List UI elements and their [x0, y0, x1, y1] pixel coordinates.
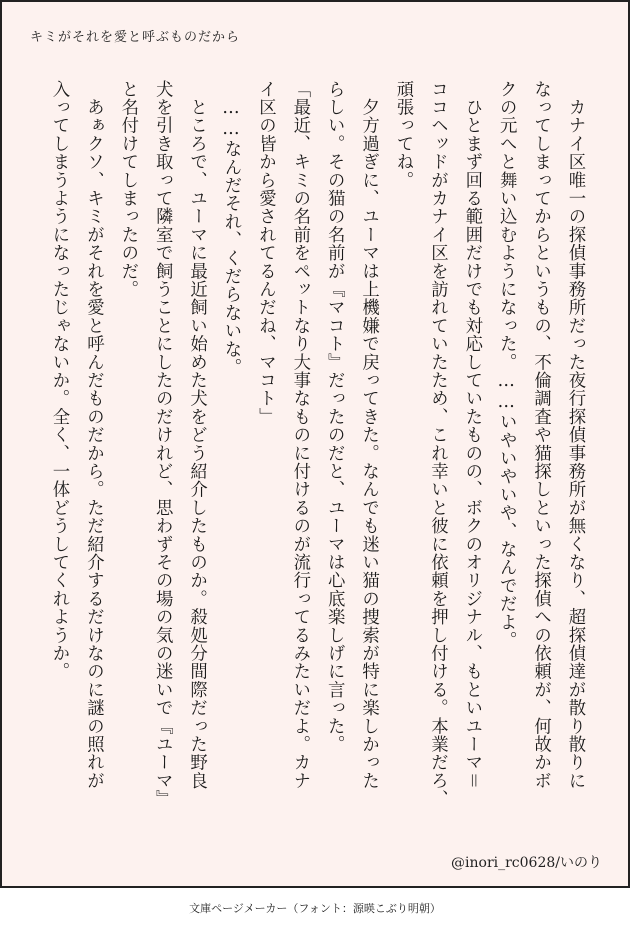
- page-title: キミがそれを愛と呼ぶものだから: [30, 30, 241, 45]
- text-column: 犬を引き取って隣室で飼うことにしたのだけれど、思わずその場の気の迷いで『ユーマ』: [152, 80, 173, 808]
- text-column: ひとまず回る範囲だけでも対応していたものの、ボクのオリジナル、もといユーマ＝: [461, 80, 482, 790]
- text-column: クの元へと舞い込むようになった。……いやいやいや、なんでだよ。: [496, 80, 517, 650]
- text-column: 頑張ってね。: [393, 80, 413, 190]
- text-column: カナイ区唯一の探偵事務所だった夜行探偵事務所が無くなり、超探偵達が散り散りに: [565, 80, 585, 790]
- text-column: 夕方過ぎに、ユーマは上機嫌で戻ってきた。なんでも迷い猫の捜索が特に楽しかった: [358, 80, 379, 790]
- text-column: と名付けてしまったのだ。: [117, 80, 138, 299]
- author-credit: @inori_rc0628/いのり: [451, 855, 602, 871]
- text-column: ココヘッドがカナイ区を訪れていたため、これ幸いと彼に依頼を押し付ける。本業だろ、: [427, 80, 448, 808]
- vertical-text-body: [38, 80, 588, 808]
- text-column: ところで、ユーマに最近飼い始めた犬をどう紹介したものか。殺処分間際だった野良: [186, 80, 207, 790]
- text-column: なってしまってからというもの、不倫調査や猫探しといった探偵への依頼が、何故かボ: [530, 80, 551, 790]
- generator-footer: 文庫ページメーカー（フォント：源暎こぶり明朝）: [189, 902, 441, 915]
- text-column: イ区の皆から愛されてるんだね、マコト」: [255, 80, 276, 426]
- text-column: あぁクソ、キミがそれを愛と呼んだものだから。ただ紹介するだけなのに謎の照れが: [83, 80, 104, 790]
- text-column: ……なんだそれ、くだらないな。: [221, 80, 241, 377]
- text-column: らしい。その猫の名前が『マコト』だったのだと、ユーマは心底楽しげに言った。: [324, 80, 345, 754]
- text-column: 「最近、キミの名前をペットなり大事なものに付けるのが流行ってるみたいだよ。カナ: [289, 80, 310, 790]
- text-column: 入ってしまうようになったじゃないか。全く、一体どうしてくれようか。: [49, 80, 69, 681]
